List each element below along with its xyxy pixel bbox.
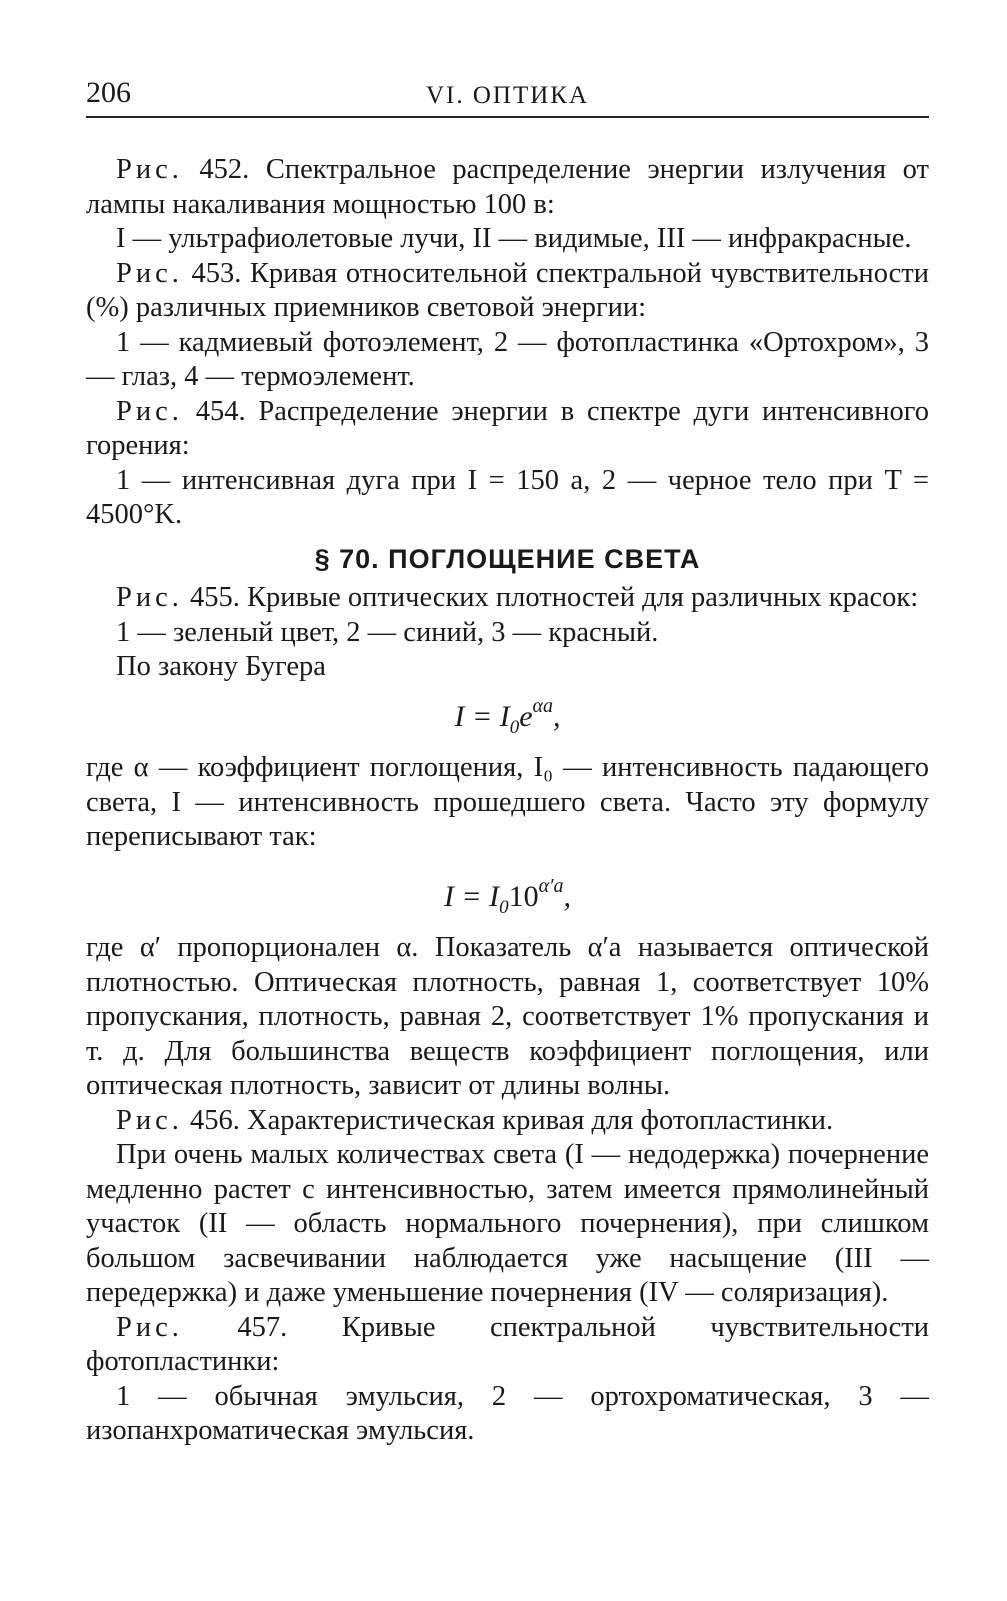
chapter-title: VI. ОПТИКА bbox=[425, 82, 590, 109]
caption-text: 454. Распределение энергии в спектре дуги интенсивного горения: bbox=[86, 395, 929, 461]
formula-lhs: I = I bbox=[454, 699, 510, 733]
caption-fig455 bbox=[86, 581, 929, 616]
formula-decimal bbox=[86, 869, 929, 926]
page-number: 206 bbox=[86, 76, 131, 109]
caption-label: Рис. bbox=[116, 154, 183, 185]
caption-text: 455. Кривые оптических плотностей для различных красок: bbox=[190, 582, 919, 613]
caption-label: Рис. bbox=[116, 257, 183, 289]
caption-fig454 bbox=[86, 395, 929, 464]
formula-base: e bbox=[519, 699, 533, 733]
caption-label: Рис. bbox=[116, 395, 183, 427]
caption-fig456 bbox=[86, 1104, 929, 1139]
paragraph-absorption: где α — коэффициент поглощения, I₀ — интенсивность падающего света, I — интенсивность прошедшего света. Часто эту формулу переписывают так: bbox=[86, 752, 929, 852]
paragraph-optical-density: где α′ пропорционален α. Показатель α′a называется оптической плотностью. Оптическая плотность, равная 1, соответствует 10% пропускания, плотность, равная 2, соответствует 1% пропускания и т. д. Для большинства веществ коэффициент поглощения, или оптическая плотность, зависит от длины волны. bbox=[86, 932, 929, 1101]
formula-subscript: 0 bbox=[509, 716, 520, 738]
formula-exponent: αa bbox=[532, 694, 554, 717]
formula-bouguer bbox=[86, 689, 929, 746]
caption-label: Рис. bbox=[116, 582, 183, 613]
caption-fig453 bbox=[86, 257, 929, 326]
formula-lhs: I = I bbox=[443, 879, 500, 913]
caption-text: 456. Характеристическая кривая для фотопластинки. bbox=[190, 1104, 834, 1136]
running-head bbox=[86, 76, 929, 118]
legend-fig455: 1 — зеленый цвет, 2 — синий, 3 — красный. bbox=[116, 616, 659, 648]
legend-fig454: 1 — интенсивная дуга при I = 150 a, 2 — черное тело при T = 4500°K. bbox=[86, 464, 929, 530]
bouguer-intro: По закону Бугера bbox=[116, 651, 326, 682]
formula-tail: , bbox=[553, 699, 561, 733]
caption-fig457 bbox=[86, 1311, 929, 1380]
formula-base: 10 bbox=[508, 879, 539, 913]
description-fig456: При очень малых количествах света (I — недодержка) почернение медленно растет с интенсивностью, затем имеется прямолинейный участок (II — область нормального почернения), при слишком большом засвечивании наблюдается уже насыщение (III — передержка) и даже уменьшение почернения (IV — соляризация). bbox=[86, 1139, 929, 1308]
legend-fig457: 1 — обычная эмульсия, 2 — ортохроматическая, 3 — изопанхроматическая эмульсия. bbox=[86, 1380, 929, 1446]
formula-exponent: α′a bbox=[538, 874, 564, 897]
caption-fig452 bbox=[86, 153, 929, 222]
formula-tail: , bbox=[563, 879, 572, 913]
legend-fig453: 1 — кадмиевый фотоэлемент, 2 — фотопластинка «Ортохром», 3 — глаз, 4 — термоэлемент. bbox=[86, 326, 929, 392]
caption-text: 457. Кривые спектральной чувствительности фотопластинки: bbox=[86, 1311, 929, 1377]
caption-label: Рис. bbox=[116, 1311, 183, 1343]
caption-label: Рис. bbox=[116, 1104, 183, 1136]
section-title: § 70. ПОГЛОЩЕНИЕ СВЕТА bbox=[314, 543, 701, 574]
formula-subscript: 0 bbox=[499, 896, 509, 918]
caption-text: 453. Кривая относительной спектральной чувствительности (%) различных приемников световой энергии: bbox=[86, 257, 930, 323]
page-body bbox=[86, 153, 929, 1449]
caption-text: 452. Спектральное распределение энергии излучения от лампы накаливания мощностью 100 в: bbox=[86, 154, 929, 220]
legend-fig452: I — ультрафиолетовые лучи, II — видимые, III — инфракрасные. bbox=[116, 223, 912, 254]
